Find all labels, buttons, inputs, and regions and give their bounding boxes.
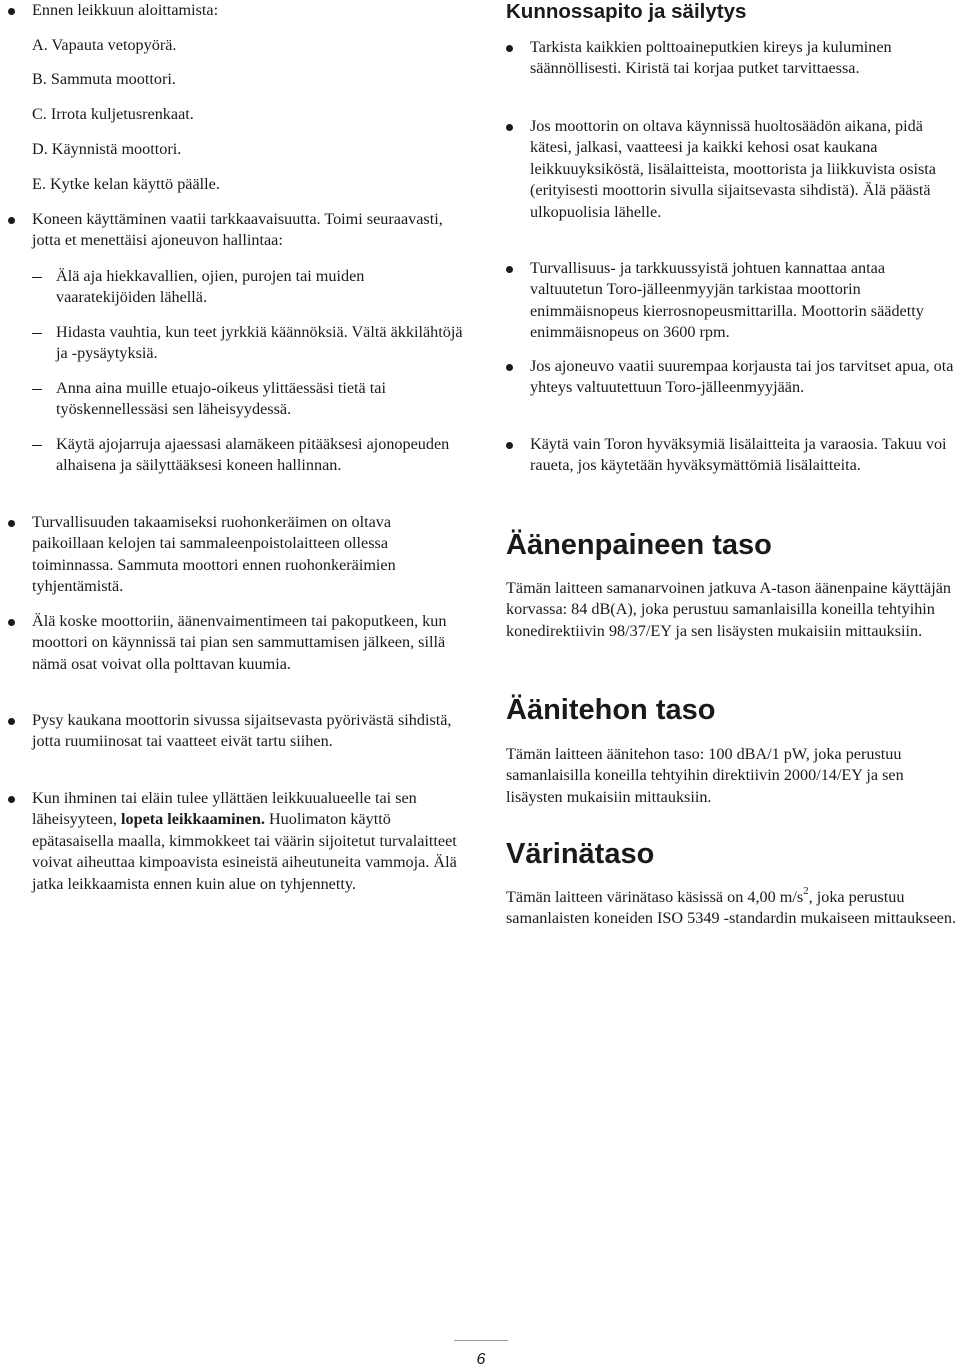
step-d: D. Käynnistä moottori. [32, 140, 182, 158]
collector-bullet [8, 512, 463, 598]
step-e: E. Kytke kelan käyttö päälle. [32, 175, 220, 193]
step-a: A. Vapauta vetopyörä. [32, 36, 177, 54]
person-text-pre: Kun ihminen tai eläin tulee yllättäen leikkuualueelle tai sen läheisyyteen, [32, 789, 417, 829]
maintenance-text-accessories: Käytä vain Toron hyväksymiä lisälaitteita ja varaosia. Takuu voi raueta, jos käytetään hyväksymättömiä lisälaitteita. [530, 435, 947, 475]
maintenance-text-fuel-lines: Tarkista kaikkien polttoaineputkien kireys ja kuluminen säännöllisesti. Kiristä tai korjaa putket tarvittaessa. [530, 38, 892, 78]
maintenance-heading: Kunnossapito ja säilytys [506, 0, 747, 23]
maintenance-item-dealer [506, 356, 956, 399]
step-c: C. Irrota kuljetusrenkaat. [32, 105, 194, 123]
sound-pressure-heading: Äänenpaineen taso [506, 529, 772, 561]
side-screen-text: Pysy kaukana moottorin sivussa sijaitsevasta pyörivästä sihdistä, jotta ruumiinosat tai vaatteet eivät tartu siihen. [32, 711, 452, 751]
maintenance-item-max-speed [506, 258, 956, 344]
stop-mowing-text: lopeta leikkaaminen. [121, 810, 265, 829]
vibration-text-pre: Tämän laitteen värinätaso käsissä on 4,00 m/s [506, 888, 804, 906]
maintenance-text-dealer: Jos ajoneuvo vaatii suurempaa korjausta tai jos tarvitset apua, ota yhteys valtuutettuun Toro-jälleenmyyjään. [530, 357, 954, 397]
maintenance-item-accessories [506, 434, 956, 477]
footer-rule [454, 1340, 508, 1341]
vibration-text-post: , joka perustuu samanlaisten koneiden ISO 5349 -standardin mukaiseen mittaukseen. [506, 888, 956, 928]
intro-text: Ennen leikkuun aloittamista: [32, 1, 219, 19]
caution-item-turns: Hidasta vauhtia, kun teet jyrkkiä käännöksiä. Vältä äkkilähtöjä ja -pysäytyksiä. [8, 322, 463, 365]
person-bullet [8, 788, 463, 895]
maintenance-item-fuel-lines [506, 37, 956, 80]
maintenance-text-max-speed: Turvallisuus- ja tarkkuussyistä johtuen kannattaa antaa valtuutetun Toro-jälleenmyyjän tarkistaa moottorin enimmäisnopeus kierrosnopeusmittarilla. Moottorin säädetty enimmäisnopeus on 3600 rpm. [530, 259, 924, 342]
page-number: 6 [476, 1351, 486, 1368]
vibration-paragraph [506, 884, 956, 930]
caution-intro-text: Koneen käyttäminen vaatii tarkkaavaisuutta. Toimi seuraavasti, jotta et menettäisi ajoneuvon hallintaa: [32, 210, 443, 250]
maintenance-text-running-engine: Jos moottorin on oltava käynnissä huoltosäädön aikana, pidä kätesi, jalkasi, vaatteesi ja kaikki kehosi osat kaukana leikkuuyksiköstä, lisälaitteista, moottorista ja liikkuvista osista (erityisesti moottorin sivulla sijaitsevasta sihdistä). Älä päästä ulkopuolisia lähelle. [530, 117, 936, 221]
caution-bullet [8, 209, 463, 252]
caution-item-right-of-way: Anna aina muille etuajo-oikeus ylittäessäsi tietä tai työskennellessäsi sen läheisyydessä. [8, 378, 463, 421]
vibration-heading: Värinätaso [506, 838, 655, 870]
intro-bullet [8, 0, 463, 21]
person-text-post: Huolimaton käyttö epätasaisella maalla, kimmokkeet tai väärin sijoitetut turvalaitteet voivat aiheuttaa kimpoavista esineistä aiheutuneita vammoja. Älä jatka leikkaamista ennen kuin alue on tyhjennetty. [32, 810, 457, 893]
caution-item-brakes: Käytä ajojarruja ajaessasi alamäkeen pitääksesi ajonopeuden alhaisena ja säilyttääksesi koneen hallinnan. [8, 434, 463, 477]
hot-parts-bullet [8, 611, 463, 675]
sound-pressure-text: Tämän laitteen samanarvoinen jatkuva A-tason äänenpaine käyttäjän korvassa: 84 dB(A), joka perustuu samanlaisilla koneilla tehtyihin konedirektiivin 98/37/EY ja sen lisäysten mukaisiin mittauksiin. [506, 579, 951, 640]
sound-power-text: Tämän laitteen äänitehon taso: 100 dBA/1 pW, joka perustuu samanlaisilla koneilla tehtyihin direktiivin 2000/14/EY ja sen lisäysten mukaisiin mittauksiin. [506, 745, 904, 806]
caution-item-sand: Älä aja hiekkavallien, ojien, purojen tai muiden vaaratekijöiden lähellä. [8, 266, 463, 309]
step-b: B. Sammuta moottori. [32, 70, 176, 88]
sound-power-heading: Äänitehon taso [506, 694, 716, 726]
hot-parts-text: Älä koske moottoriin, äänenvaimentimeen tai pakoputkeen, kun moottori on käynnissä tai pian sen sammuttamisen jälkeen, sillä nämä osat voivat olla polttavan kuumia. [32, 612, 447, 673]
side-screen-bullet [8, 710, 463, 753]
vibration-exponent: 2 [803, 884, 809, 897]
maintenance-item-running-engine [506, 116, 956, 223]
collector-text: Turvallisuuden takaamiseksi ruohonkeräimen on oltava paikoillaan kelojen tai sammaleenpoistolaitteen ollessa toiminnassa. Sammuta moottori ennen ruohonkeräimien tyhjentämistä. [32, 513, 396, 596]
